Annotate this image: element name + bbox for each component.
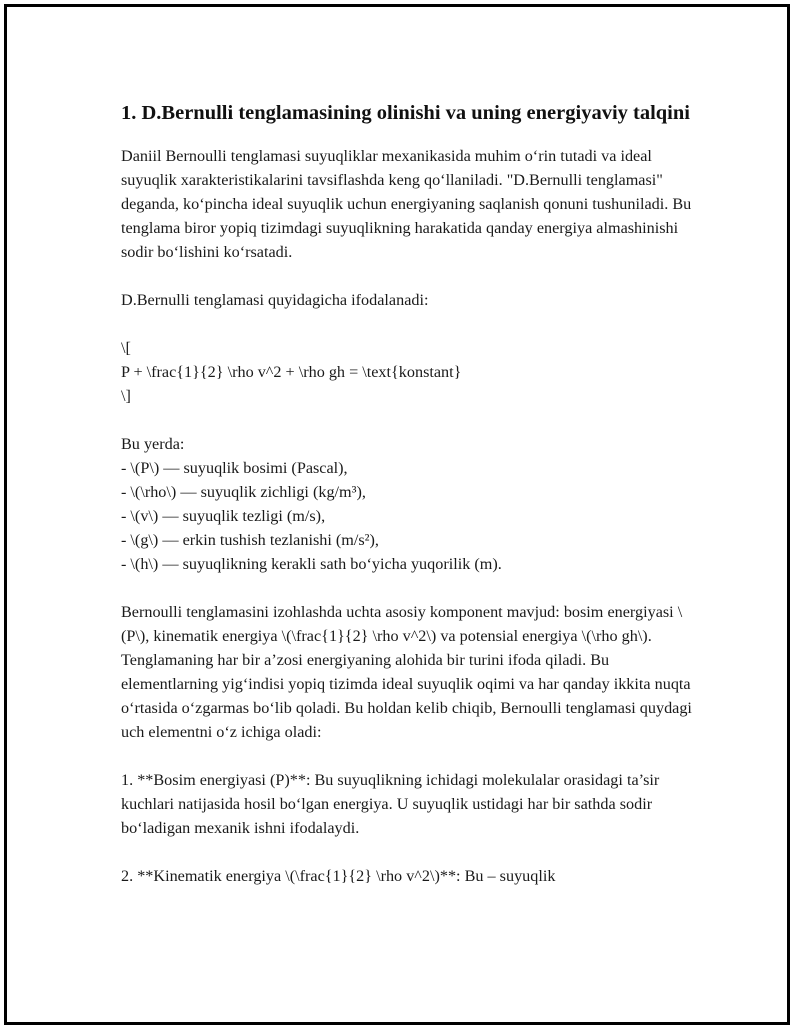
equation-intro-paragraph: D.Bernulli tenglamasi quyidagicha ifodalanadi:: [121, 291, 429, 309]
document-content: [121, 99, 701, 912]
kinetic-energy-item: 2. **Kinematik energiya \(\frac{1}{2} \rho v^2\)**: Bu – suyuqlik: [121, 867, 556, 885]
document-page: [4, 4, 790, 1025]
intro-paragraph: Daniil Bernoulli tenglamasi suyuqliklar mexanikasida muhim o‘rin tutadi va ideal suyuqlik xarakteristikalarini tavsiflashda keng qo‘llaniladi. "D.Bernulli tenglamasi" deganda, ko‘pincha ideal suyuqlik uchun energiyaning saqlanish qonuni tushuniladi. Bu tenglama biror yopiq tizimdagi suyuqlikning harakatida qanday energiya almashinishi sodir bo‘lishini ko‘rsatadi.: [121, 147, 692, 261]
components-paragraph: Bernoulli tenglamasini izohlashda uchta asosiy komponent mavjud: bosim energiyasi \(P\), kinematik energiya \(\frac{1}{2} \rho v^2\) va potensial energiya \(\rho gh\). Tenglamaning har bir a’zosi energiyaning alohida bir turini ifoda qiladi. Bu elementlarning yig‘indisi yopiq tizimda ideal suyuqlik oqimi va har qanday ikkita nuqta o‘rtasida o‘zgarmas bo‘lib qoladi. Bu holdan kelib chiqib, Bernoulli tenglamasi quydagi uch elementni o‘z ichiga oladi:: [121, 603, 692, 741]
pressure-energy-item: 1. **Bosim energiyasi (P)**: Bu suyuqlikning ichidagi molekulalar orasidagi ta’sir kuchlari natijasida hosil bo‘lgan energiya. U suyuqlik ustidagi har bir sathda sodir bo‘ladigan mexanik ishni ifodalaydi.: [121, 771, 660, 837]
variable-definitions-list: Bu yerda: - \(P\) — suyuqlik bosimi (Pascal), - \(\rho\) — suyuqlik zichligi (kg/m³), - \(v\) — suyuqlik tezligi (m/s), - \(g\) — erkin tushish tezlanishi (m/s²), - \(h\) — suyuqlikning kerakli sath bo‘yicha yuqorilik (m).: [121, 435, 502, 573]
equation-block: \[ P + \frac{1}{2} \rho v^2 + \rho gh = \text{konstant} \]: [121, 339, 462, 405]
section-heading: 1. D.Bernulli tenglamasining olinishi va uning energiyaviy talqini: [121, 102, 690, 124]
